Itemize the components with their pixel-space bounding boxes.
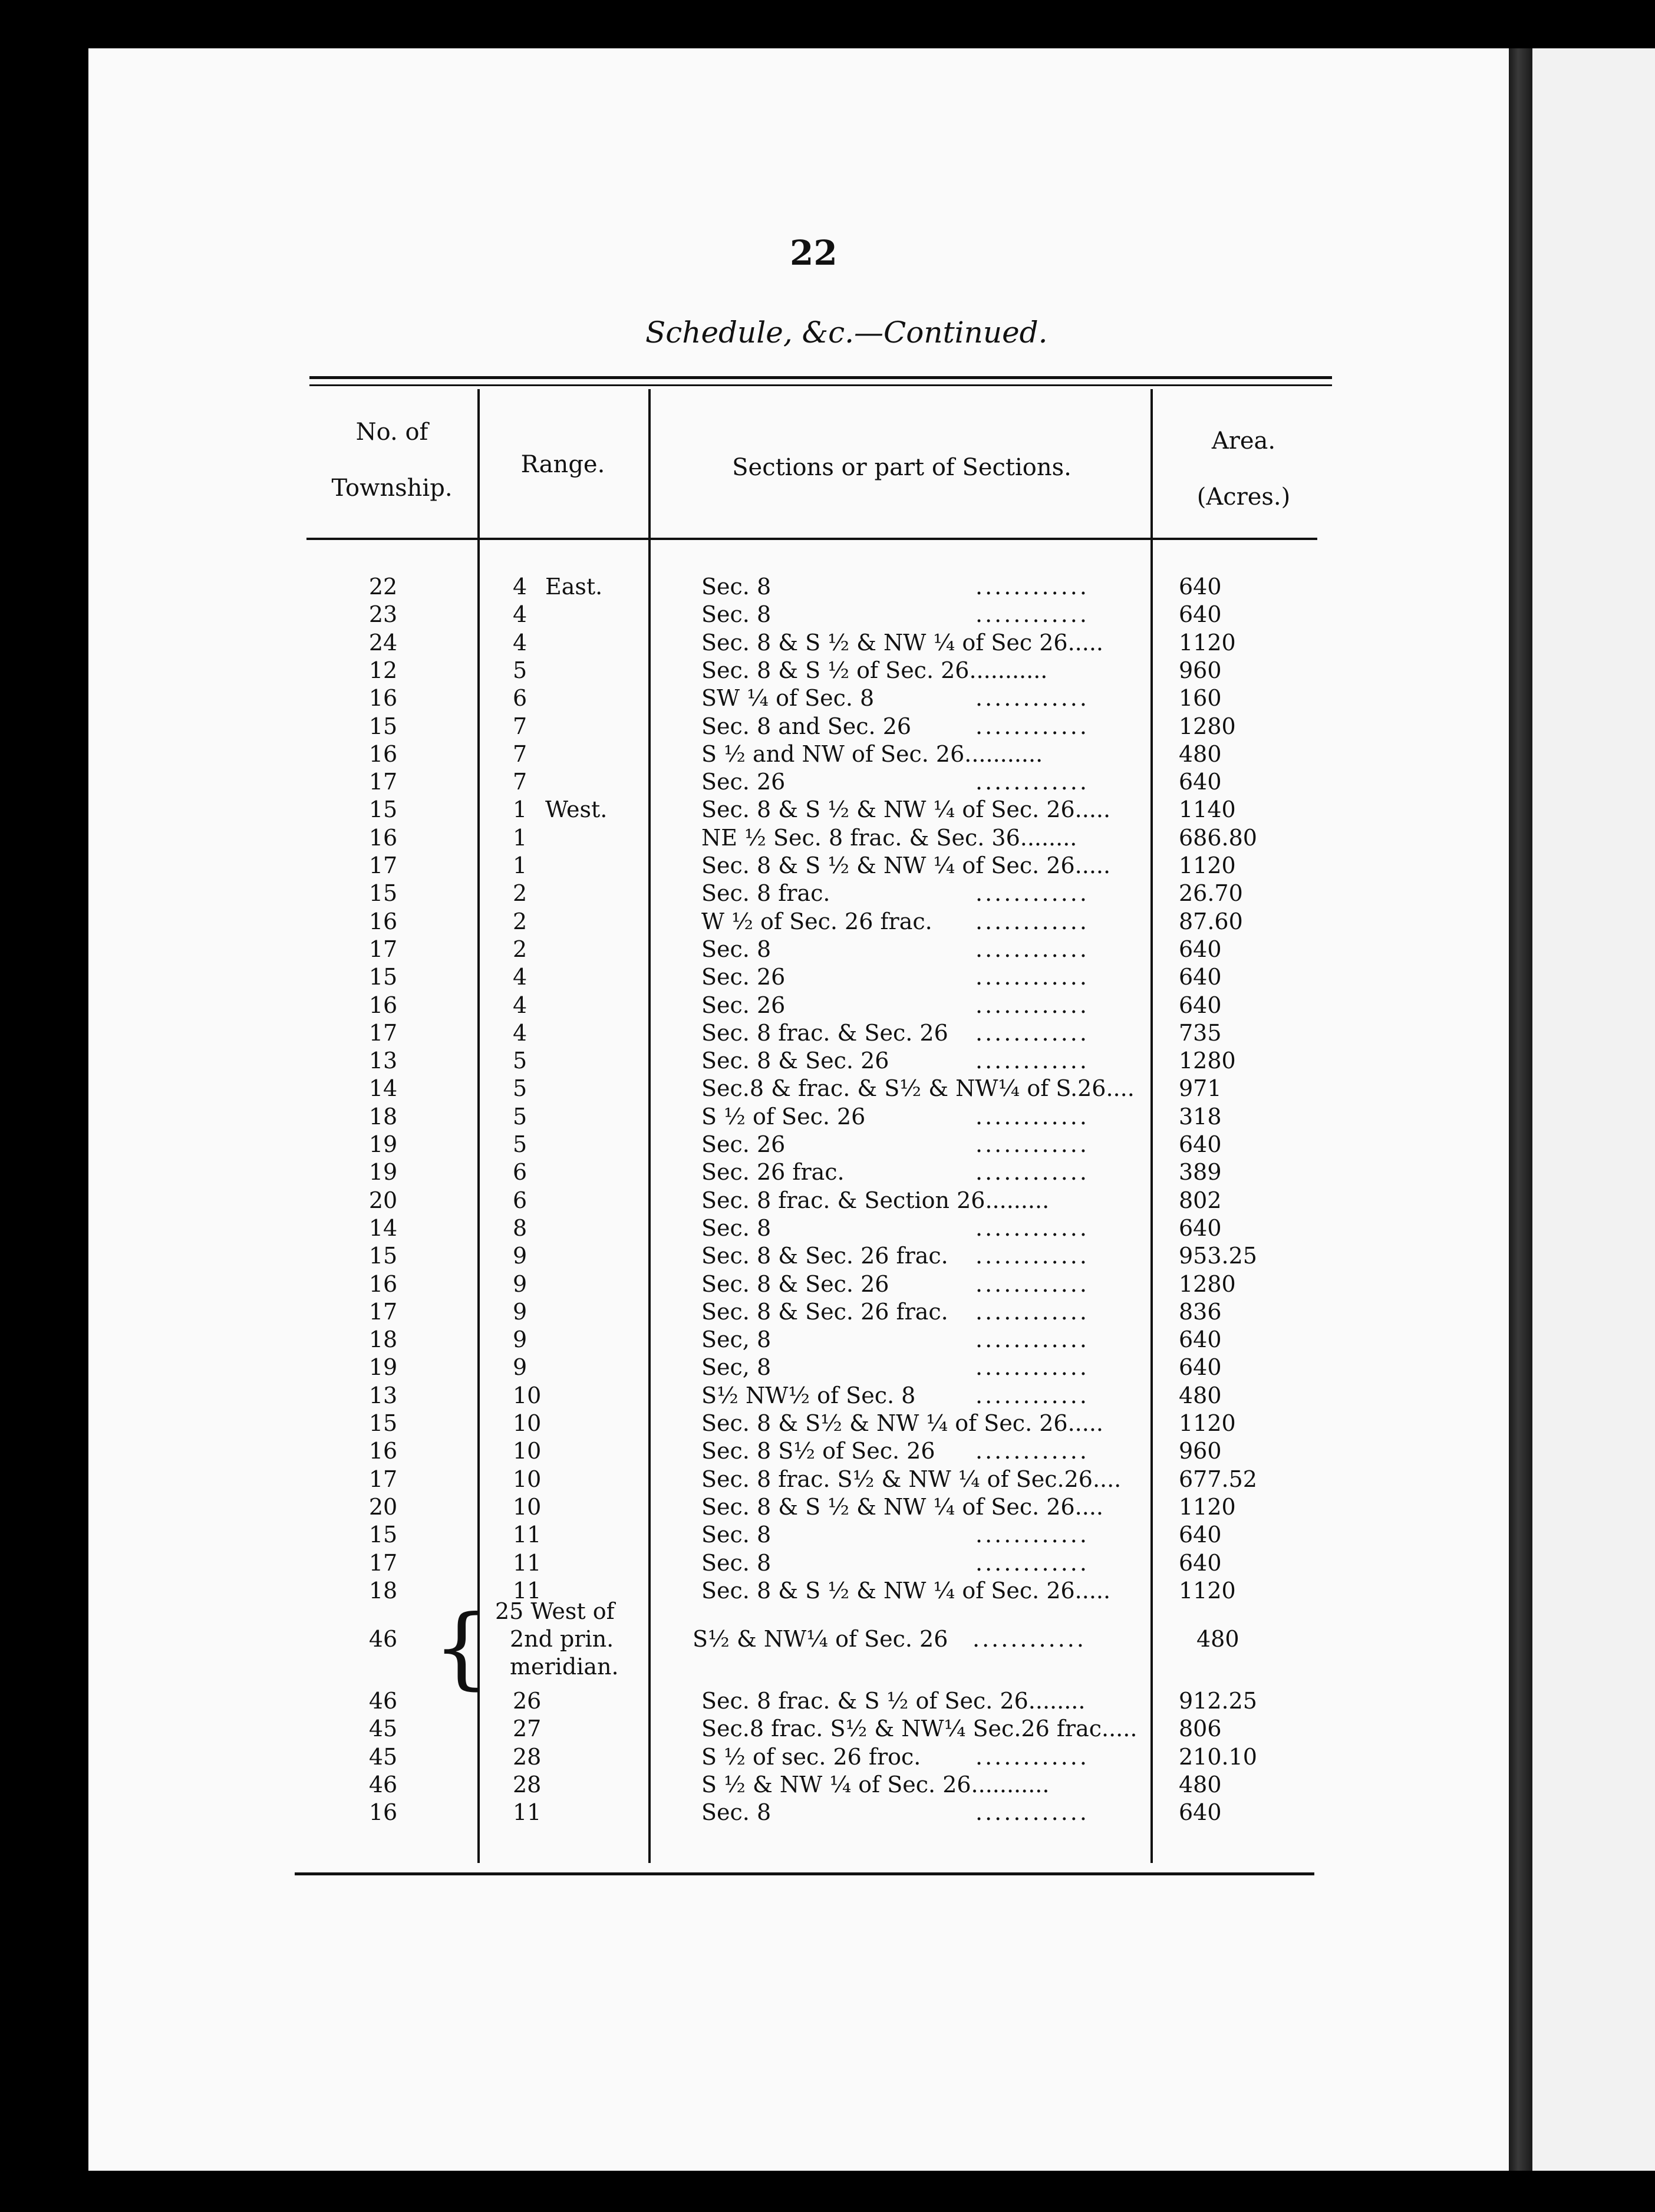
table-row <box>0 601 1655 628</box>
table-row <box>0 1187 1655 1214</box>
special-row <box>0 1598 1655 1686</box>
range-cell: 8 <box>513 1214 528 1241</box>
leader-dots: ............ <box>975 713 1089 739</box>
table-row <box>0 1521 1655 1549</box>
township-cell: 19 <box>368 1159 398 1186</box>
sections-cell: NE ½ Sec. 8 frac. & Sec. 36........ <box>701 824 1077 851</box>
township-cell: 20 <box>368 1187 398 1213</box>
sections-cell: Sec. 8 <box>701 936 772 962</box>
sections-cell: Sec. 8 S½ of Sec. 26 <box>701 1438 935 1464</box>
township-cell: 46 <box>368 1626 398 1652</box>
table-row <box>0 740 1655 768</box>
sections-cell: Sec. 8 & S ½ & NW ¼ of Sec. 26..... <box>701 796 1111 823</box>
range-cell: 10 <box>513 1493 542 1520</box>
township-cell: 17 <box>368 936 398 962</box>
table-row <box>0 768 1655 796</box>
leader-dots: ............ <box>975 908 1089 934</box>
leader-dots: ............ <box>975 1243 1089 1269</box>
sections-cell: Sec, 8 <box>701 1354 772 1381</box>
area-cell: 1120 <box>1179 1577 1236 1604</box>
range-cell: 11 <box>513 1549 542 1576</box>
sections-cell: S½ & NW¼ of Sec. 26 <box>693 1626 948 1652</box>
township-cell: 17 <box>368 1019 398 1046</box>
sections-cell: S ½ and NW of Sec. 26........... <box>701 740 1043 767</box>
table-row <box>0 852 1655 880</box>
table-row <box>0 629 1655 657</box>
sections-cell: Sec. 8 & Sec. 26 frac. <box>701 1243 948 1269</box>
area-cell: 677.52 <box>1179 1466 1257 1492</box>
range-line-3: meridian. <box>510 1654 619 1680</box>
range-cell: 9 <box>513 1298 528 1325</box>
range-cell: 1 <box>513 824 528 851</box>
range-cell: 1 <box>513 796 528 823</box>
area-cell: 1120 <box>1179 629 1236 656</box>
sections-cell: Sec, 8 <box>701 1326 772 1353</box>
sections-cell: Sec. 8 <box>701 601 772 628</box>
leader-dots: ............ <box>975 1159 1089 1186</box>
leader-dots: ............ <box>975 1270 1089 1297</box>
direction-cell: West. <box>545 796 608 823</box>
sections-cell: Sec. 26 <box>701 1131 786 1157</box>
leader-dots: ............ <box>975 1382 1089 1408</box>
table-row <box>0 1549 1655 1577</box>
area-cell: 210.10 <box>1179 1743 1257 1770</box>
leader-dots: ............ <box>975 685 1089 712</box>
area-cell: 318 <box>1179 1103 1222 1130</box>
area-cell: 640 <box>1179 936 1222 962</box>
table-row <box>0 1382 1655 1410</box>
leader-dots: ............ <box>975 1298 1089 1325</box>
sections-cell: Sec. 26 <box>701 964 786 990</box>
range-cell: 1 <box>513 852 528 878</box>
township-cell: 19 <box>368 1131 398 1157</box>
area-cell: 802 <box>1179 1187 1222 1213</box>
leader-dots: ............ <box>975 1522 1089 1548</box>
township-cell: 16 <box>368 824 398 851</box>
township-cell: 18 <box>368 1326 398 1353</box>
table-row <box>0 1158 1655 1186</box>
sections-cell: Sec. 8 & S ½ & NW ¼ of Sec. 26..... <box>701 852 1111 878</box>
township-cell: 15 <box>368 1410 398 1436</box>
sections-cell: Sec. 8 & S ½ & NW ¼ of Sec 26..... <box>701 629 1103 656</box>
township-cell: 20 <box>368 1493 398 1520</box>
township-cell: 13 <box>368 1048 398 1074</box>
table-row <box>0 1743 1655 1771</box>
sections-cell: Sec. 26 <box>701 992 786 1018</box>
area-cell: 1280 <box>1179 713 1236 739</box>
table-row <box>0 1270 1655 1298</box>
sections-cell: Sec. 8 & S ½ of Sec. 26........... <box>701 657 1048 683</box>
sections-cell: Sec. 8 frac. & Section 26......... <box>701 1187 1050 1213</box>
range-cell: 2 <box>513 936 528 962</box>
range-cell: 28 <box>513 1771 542 1798</box>
sections-cell: Sec. 8 & S ½ & NW ¼ of Sec. 26..... <box>701 1577 1111 1604</box>
township-cell: 16 <box>368 992 398 1018</box>
table-row <box>0 1687 1655 1715</box>
range-cell: 4 <box>513 1019 528 1046</box>
area-cell: 735 <box>1179 1019 1222 1046</box>
leader-dots: ............ <box>975 1131 1089 1157</box>
area-cell: 640 <box>1179 769 1222 795</box>
township-cell: 24 <box>368 629 398 656</box>
area-cell: 912.25 <box>1179 1688 1257 1714</box>
range-cell: 5 <box>513 657 528 683</box>
table-row <box>0 1437 1655 1465</box>
area-cell: 953.25 <box>1179 1243 1257 1269</box>
township-cell: 17 <box>368 769 398 795</box>
range-cell: 4 <box>513 629 528 656</box>
sections-cell: Sec. 8 & Sec. 26 <box>701 1048 889 1074</box>
sections-cell: Sec. 8 & S ½ & NW ¼ of Sec. 26.... <box>701 1493 1103 1520</box>
table-row <box>0 1771 1655 1799</box>
sections-cell: Sec. 26 frac. <box>701 1159 845 1186</box>
leader-dots: ............ <box>975 1549 1089 1576</box>
table-row <box>0 1410 1655 1437</box>
range-cell: 10 <box>513 1382 542 1408</box>
township-cell: 46 <box>368 1771 398 1798</box>
sections-cell: S ½ of Sec. 26 <box>701 1103 866 1130</box>
range-cell: 10 <box>513 1410 542 1436</box>
leader-dots: ............ <box>972 1626 1086 1652</box>
area-cell: 836 <box>1179 1298 1222 1325</box>
table-row <box>0 1214 1655 1242</box>
range-cell: 5 <box>513 1103 528 1130</box>
sections-cell: Sec. 26 <box>701 769 786 795</box>
area-cell: 480 <box>1179 1771 1222 1798</box>
range-cell: 9 <box>513 1243 528 1269</box>
township-cell: 16 <box>368 685 398 712</box>
table-row <box>0 1131 1655 1158</box>
table-row <box>0 880 1655 907</box>
header-rule <box>306 538 1317 540</box>
header-township-line2: Township. <box>331 475 453 502</box>
table-row <box>0 1103 1655 1131</box>
leader-dots: ............ <box>975 992 1089 1018</box>
leader-dots: ............ <box>975 1743 1089 1770</box>
range-cell: 4 <box>513 964 528 990</box>
area-cell: 87.60 <box>1179 908 1243 934</box>
range-cell: 6 <box>513 1187 528 1213</box>
range-line-1: 25 West of <box>495 1598 615 1624</box>
table-row <box>0 824 1655 852</box>
township-cell: 15 <box>368 1522 398 1548</box>
leader-dots: ............ <box>975 1214 1089 1241</box>
township-cell: 15 <box>368 964 398 990</box>
page-number: 22 <box>790 233 838 273</box>
area-cell: 1280 <box>1179 1270 1236 1297</box>
area-cell: 480 <box>1179 1382 1222 1408</box>
range-cell: 10 <box>513 1466 542 1492</box>
range-cell: 26 <box>513 1688 542 1714</box>
township-cell: 19 <box>368 1354 398 1381</box>
table-row <box>0 657 1655 684</box>
range-cell: 6 <box>513 1159 528 1186</box>
table-row <box>0 1466 1655 1493</box>
area-cell: 26.70 <box>1179 880 1243 907</box>
area-cell: 640 <box>1179 1214 1222 1241</box>
table-row <box>0 796 1655 824</box>
sections-cell: Sec.8 & frac. & S½ & NW¼ of S.26.... <box>701 1075 1135 1102</box>
leader-dots: ............ <box>975 1019 1089 1046</box>
area-cell: 389 <box>1179 1159 1222 1186</box>
header-township-line1: No. of <box>355 419 428 446</box>
range-cell: 7 <box>513 713 528 739</box>
table-row <box>0 1354 1655 1381</box>
area-cell: 640 <box>1179 1131 1222 1157</box>
area-cell: 640 <box>1179 1326 1222 1353</box>
township-cell: 46 <box>368 1688 398 1714</box>
area-cell: 480 <box>1179 740 1222 767</box>
township-cell: 17 <box>368 1298 398 1325</box>
leader-dots: ............ <box>975 1048 1089 1074</box>
range-line-2: 2nd prin. <box>510 1626 614 1652</box>
township-cell: 16 <box>368 740 398 767</box>
range-cell: 11 <box>513 1577 542 1604</box>
sections-cell: Sec. 8 <box>701 1549 772 1576</box>
range-cell: 27 <box>513 1716 542 1742</box>
sections-cell: Sec. 8 <box>701 1522 772 1548</box>
area-cell: 1120 <box>1179 852 1236 878</box>
sections-cell: Sec. 8 <box>701 1214 772 1241</box>
township-cell: 18 <box>368 1577 398 1604</box>
township-cell: 13 <box>368 1382 398 1408</box>
sections-cell: Sec. 8 & Sec. 26 <box>701 1270 889 1297</box>
township-cell: 15 <box>368 796 398 823</box>
range-cell: 11 <box>513 1522 542 1548</box>
leader-dots: ............ <box>975 964 1089 990</box>
area-cell: 640 <box>1179 574 1222 600</box>
area-cell: 640 <box>1179 601 1222 628</box>
range-cell: 4 <box>513 601 528 628</box>
township-cell: 45 <box>368 1743 398 1770</box>
header-sections: Sections or part of Sections. <box>732 454 1072 481</box>
table-row <box>0 1715 1655 1743</box>
page-heading: Schedule, &c.—Continued. <box>645 315 1048 350</box>
township-cell: 16 <box>368 908 398 934</box>
leader-dots: ............ <box>975 936 1089 962</box>
table-row <box>0 992 1655 1019</box>
range-cell: 4 <box>513 574 528 600</box>
area-cell: 1140 <box>1179 796 1236 823</box>
range-cell: 10 <box>513 1438 542 1464</box>
table-row <box>0 573 1655 601</box>
township-cell: 16 <box>368 1799 398 1826</box>
header-area-line1: Area. <box>1211 427 1276 455</box>
leader-dots: ............ <box>975 1438 1089 1464</box>
sections-cell: Sec. 8 <box>701 1799 772 1826</box>
top-rule-thin <box>309 384 1332 386</box>
table-row <box>0 1799 1655 1826</box>
township-cell: 22 <box>368 574 398 600</box>
sections-cell: S ½ of sec. 26 froc. <box>701 1743 921 1770</box>
range-cell: 5 <box>513 1048 528 1074</box>
township-cell: 23 <box>368 601 398 628</box>
sections-cell: Sec. 8 <box>701 574 772 600</box>
table-row <box>0 936 1655 963</box>
table-row <box>0 1075 1655 1102</box>
leader-dots: ............ <box>975 769 1089 795</box>
township-cell: 14 <box>368 1214 398 1241</box>
table-row <box>0 1326 1655 1354</box>
sections-cell: W ½ of Sec. 26 frac. <box>701 908 932 934</box>
township-cell: 16 <box>368 1270 398 1297</box>
township-cell: 17 <box>368 1549 398 1576</box>
area-cell: 640 <box>1179 1522 1222 1548</box>
range-cell: 5 <box>513 1075 528 1102</box>
leader-dots: ............ <box>975 1326 1089 1353</box>
range-cell: 6 <box>513 685 528 712</box>
area-cell: 640 <box>1179 1354 1222 1381</box>
sections-cell: S½ NW½ of Sec. 8 <box>701 1382 916 1408</box>
area-cell: 640 <box>1179 1799 1222 1826</box>
range-cell: 7 <box>513 769 528 795</box>
range-cell: 7 <box>513 740 528 767</box>
range-cell: 2 <box>513 908 528 934</box>
township-cell: 45 <box>368 1716 398 1742</box>
leader-dots: ............ <box>975 574 1089 600</box>
range-cell: 5 <box>513 1131 528 1157</box>
table-row <box>0 908 1655 936</box>
table-row <box>0 1047 1655 1075</box>
area-cell: 1280 <box>1179 1048 1236 1074</box>
area-cell: 971 <box>1179 1075 1222 1102</box>
leader-dots: ............ <box>975 1103 1089 1130</box>
table-row <box>0 684 1655 712</box>
area-cell: 1120 <box>1179 1410 1236 1436</box>
area-cell: 640 <box>1179 964 1222 990</box>
sections-cell: SW ¼ of Sec. 8 <box>701 685 875 712</box>
range-cell: 9 <box>513 1326 528 1353</box>
area-cell: 640 <box>1179 992 1222 1018</box>
range-cell: 9 <box>513 1270 528 1297</box>
range-cell: 11 <box>513 1799 542 1826</box>
area-cell: 1120 <box>1179 1493 1236 1520</box>
table-row <box>0 1019 1655 1047</box>
header-range: Range. <box>520 451 605 478</box>
range-cell: 4 <box>513 992 528 1018</box>
township-cell: 12 <box>368 657 398 683</box>
sections-cell: S ½ & NW ¼ of Sec. 26........... <box>701 1771 1050 1798</box>
range-cell: 2 <box>513 880 528 907</box>
table-row <box>0 1242 1655 1270</box>
sections-cell: Sec. 8 frac. & Sec. 26 <box>701 1019 948 1046</box>
township-cell: 17 <box>368 852 398 878</box>
leader-dots: ............ <box>975 1799 1089 1826</box>
leader-dots: ............ <box>975 601 1089 628</box>
sections-cell: Sec. 8 frac. & S ½ of Sec. 26........ <box>701 1688 1086 1714</box>
sections-cell: Sec. 8 & S½ & NW ¼ of Sec. 26..... <box>701 1410 1103 1436</box>
table-row <box>0 1298 1655 1326</box>
area-cell: 640 <box>1179 1549 1222 1576</box>
top-rule <box>309 376 1332 379</box>
township-cell: 15 <box>368 880 398 907</box>
township-cell: 15 <box>368 713 398 739</box>
brace-symbol: { <box>433 1597 490 1699</box>
sections-cell: Sec. 8 frac. S½ & NW ¼ of Sec.26.... <box>701 1466 1122 1492</box>
area-cell: 960 <box>1179 657 1222 683</box>
table-row <box>0 963 1655 991</box>
range-cell: 9 <box>513 1354 528 1381</box>
area-cell: 160 <box>1179 685 1222 712</box>
direction-cell: East. <box>545 574 603 600</box>
range-cell: 28 <box>513 1743 542 1770</box>
sections-cell: Sec. 8 & Sec. 26 frac. <box>701 1298 948 1325</box>
township-cell: 18 <box>368 1103 398 1130</box>
township-cell: 14 <box>368 1075 398 1102</box>
leader-dots: ............ <box>975 880 1089 907</box>
area-cell: 806 <box>1179 1716 1222 1742</box>
sections-cell: Sec. 8 and Sec. 26 <box>701 713 912 739</box>
bottom-rule <box>295 1872 1314 1875</box>
area-cell: 960 <box>1179 1438 1222 1464</box>
header-area-line2: (Acres.) <box>1196 483 1291 511</box>
sections-cell: Sec.8 frac. S½ & NW¼ Sec.26 frac..... <box>701 1716 1138 1742</box>
sections-cell: Sec. 8 frac. <box>701 880 830 907</box>
area-cell: 686.80 <box>1179 824 1257 851</box>
table-row <box>0 1493 1655 1521</box>
township-cell: 16 <box>368 1438 398 1464</box>
area-cell: 480 <box>1196 1626 1239 1652</box>
table-row <box>0 713 1655 740</box>
leader-dots: ............ <box>975 1354 1089 1381</box>
township-cell: 17 <box>368 1466 398 1492</box>
township-cell: 15 <box>368 1243 398 1269</box>
